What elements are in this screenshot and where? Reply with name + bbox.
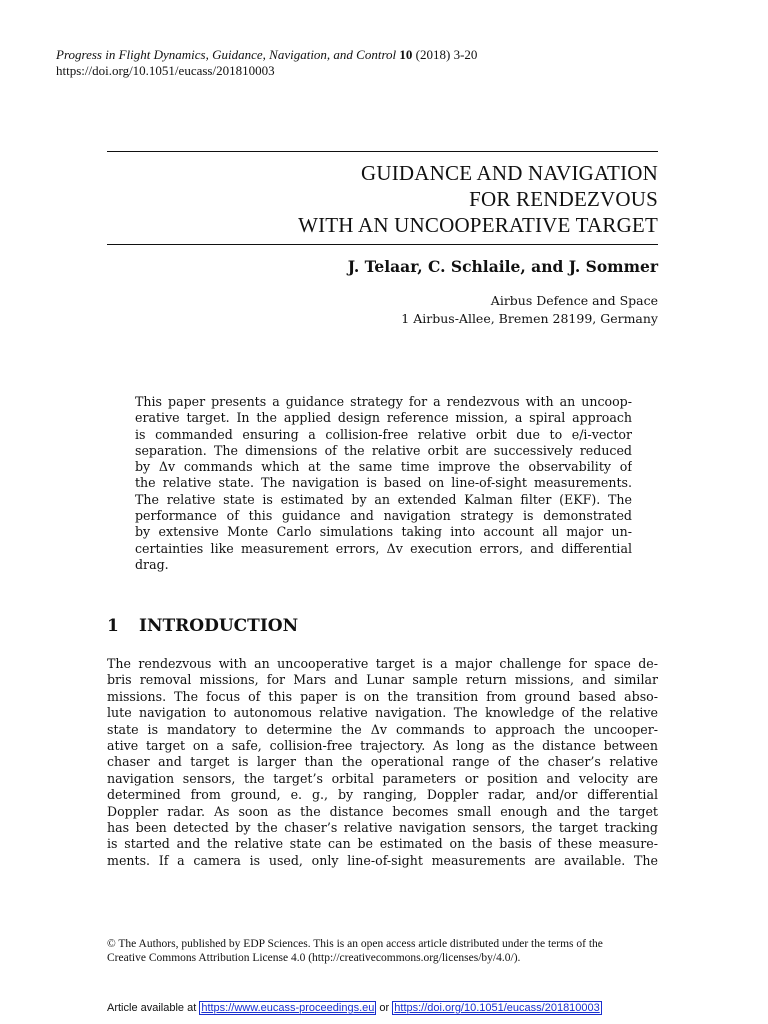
abstract-line: performance of this guidance and navigation strategy is demonstrated	[135, 508, 632, 524]
title-line: FOR RENDEZVOUS	[469, 187, 658, 211]
body-line: has been detected by the chaser’s relative navigation sensors, the target tracking	[107, 820, 658, 836]
abstract-line: drag.	[135, 556, 169, 572]
body-line: The rendezvous with an uncooperative target is a major challenge for space de-	[107, 656, 658, 671]
abstract-line: This paper presents a guidance strategy for a rendezvous with an uncoop-	[135, 394, 632, 409]
body-line: bris removal missions, for Mars and Lunar sample return missions, and similar	[107, 672, 658, 688]
footer-prefix: Article available at	[107, 1002, 200, 1014]
paper-title	[107, 160, 658, 238]
doi-link[interactable]: https://doi.org/10.1051/eucass/201810003	[394, 1002, 600, 1014]
eucass-proceedings-link[interactable]: https://www.eucass-proceedings.eu	[201, 1002, 375, 1014]
abstract-line: erative target. In the applied design reference mission, a spiral approach	[135, 410, 632, 426]
footer-or: or	[376, 1002, 393, 1014]
abstract-line: the relative state. The navigation is based on line-of-sight measurements.	[135, 475, 632, 491]
abstract-line: The relative state is estimated by an extended Kalman filter (EKF). The	[135, 491, 632, 507]
section-heading-introduction	[107, 615, 298, 637]
abstract	[135, 394, 632, 573]
abstract-line: by extensive Monte Carlo simulations taking into account all major un-	[135, 524, 632, 540]
affiliation-line: 1 Airbus-Allee, Bremen 28199, Germany	[401, 311, 658, 326]
journal-doi: https://doi.org/10.1051/eucass/201810003	[56, 63, 275, 78]
affiliation-line: Airbus Defence and Space	[490, 293, 658, 308]
paper-authors: J. Telaar, C. Schlaile, and J. Sommer	[347, 257, 658, 276]
body-line: determined from ground, e. g., by ranging, Doppler radar, and/or differential	[107, 787, 658, 803]
journal-citation	[56, 47, 477, 63]
section-title: INTRODUCTION	[139, 616, 299, 636]
body-line: chaser and target is larger than the operational range of the chaser’s relative	[107, 754, 658, 770]
author-affiliation	[107, 292, 658, 328]
body-line: state is mandatory to determine the Δv commands to approach the uncooper-	[107, 721, 658, 737]
body-line: is started and the relative state can be estimated on the basis of these measure-	[107, 836, 658, 852]
license-line: © The Authors, published by EDP Sciences. This is an open access article distributed under the terms of the	[107, 938, 603, 950]
abstract-line: by Δv commands which at the same time improve the observability of	[135, 459, 632, 475]
license-notice	[107, 937, 667, 965]
title-rule-top	[107, 151, 658, 152]
abstract-line: is commanded ensuring a collision-free relative orbit due to e/i-vector	[135, 426, 632, 442]
title-rule-bottom	[107, 244, 658, 245]
section-number: 1	[107, 616, 119, 636]
journal-year-pages: (2018) 3-20	[415, 47, 478, 62]
license-line: Creative Commons Attribution License 4.0 (http://creativecommons.org/licenses/by/4.0/).	[107, 952, 521, 964]
journal-volume: 10	[399, 47, 413, 62]
journal-header	[56, 47, 477, 79]
introduction-text	[107, 656, 658, 869]
body-line: ments. If a camera is used, only line-of-sight measurements are available. The	[107, 852, 658, 868]
body-line: missions. The focus of this paper is on the transition from ground based abso-	[107, 688, 658, 704]
abstract-line: separation. The dimensions of the relative orbit are successively reduced	[135, 442, 632, 458]
journal-name: Progress in Flight Dynamics, Guidance, Navigation, and Control	[56, 47, 397, 62]
title-line: WITH AN UNCOOPERATIVE TARGET	[298, 213, 658, 237]
article-availability-footer	[107, 1001, 602, 1015]
title-line: GUIDANCE AND NAVIGATION	[360, 161, 658, 185]
body-line: navigation sensors, the target’s orbital parameters or position and velocity are	[107, 770, 658, 786]
body-line: lute navigation to autonomous relative navigation. The knowledge of the relative	[107, 705, 658, 721]
abstract-line: certainties like measurement errors, Δv execution errors, and differential	[135, 540, 632, 556]
body-line: Doppler radar. As soon as the distance becomes small enough and the target	[107, 803, 658, 819]
body-line: ative target on a safe, collision-free trajectory. As long as the distance between	[107, 738, 658, 754]
